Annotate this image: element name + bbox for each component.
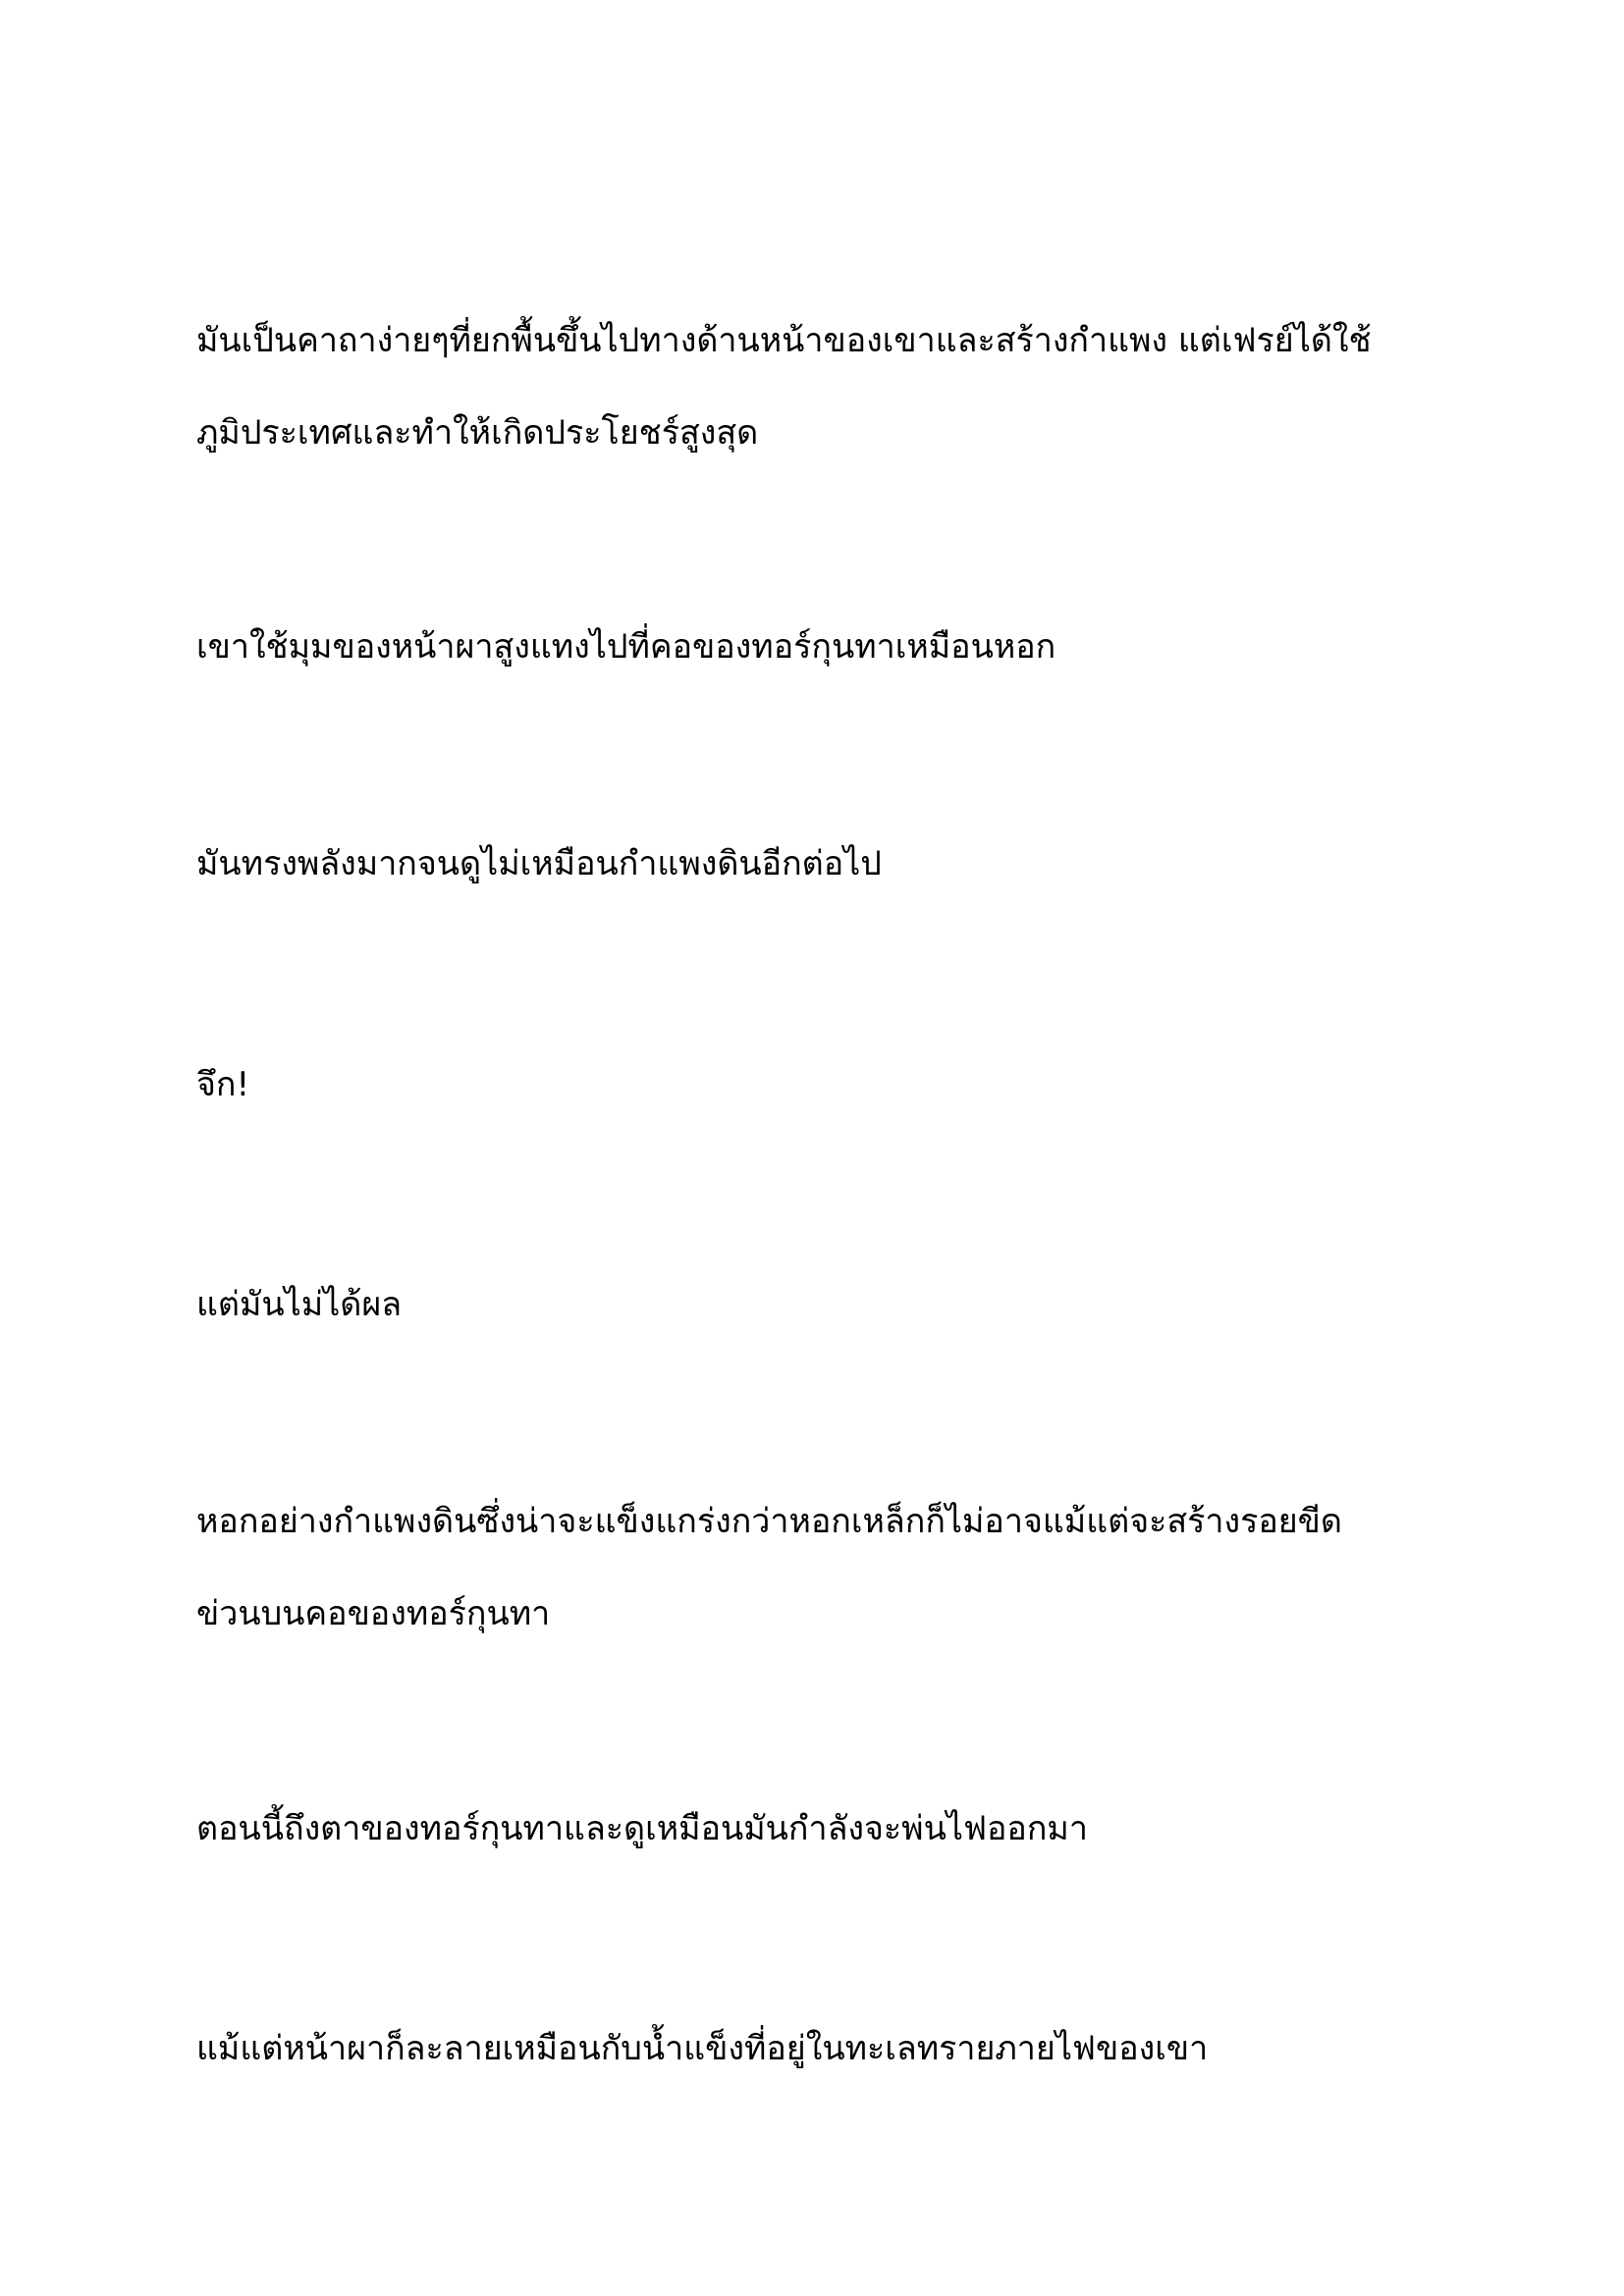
- paragraph-line: แม้แต่หน้าผาก็ละลายเหมือนกับน้ำแข็งที่อยู่ในทะเลทรายภายไฟของเขา: [196, 2029, 1209, 2068]
- paragraph-2: [196, 601, 1463, 693]
- paragraph-5: [196, 1258, 1463, 1351]
- paragraph-line: แต่มันไม่ได้ผล: [196, 1285, 403, 1324]
- paragraph-8: [196, 2002, 1463, 2095]
- paragraph-3: [196, 818, 1463, 910]
- paragraph-line: เขาใช้มุมของหน้าผาสูงแทงไปที่คอของทอร์กุนทาเหมือนหอก: [196, 627, 1056, 667]
- paragraph-line: หอกอย่างกำแพงดินซึ่งน่าจะแข็งแกร่งกว่าหอกเหล็กก็ไม่อาจแม้แต่จะสร้างรอยขีด: [196, 1502, 1343, 1541]
- paragraph-line: ภูมิประเทศและทำให้เกิดประโยชร์สูงสุด: [196, 413, 759, 453]
- paragraph-7: [196, 1783, 1463, 1875]
- paragraph-4: [196, 1039, 1463, 1131]
- paragraph-line: ข่วนบนคอของทอร์กุนทา: [196, 1594, 551, 1633]
- paragraph-line: มันเป็นคาถาง่ายๆที่ยกพื้นขึ้นไปทางด้านหน้าของเขาและสร้างกำแพง แต่เฟรย์ได้ใช้: [196, 321, 1372, 360]
- paragraph-1: [196, 294, 1463, 479]
- paragraph-line: ตอนนี้ถึงตาของทอร์กุนทาและดูเหมือนมันกำลังจะพ่นไฟออกมา: [196, 1809, 1088, 1848]
- paragraph-line: จึก!: [196, 1065, 250, 1104]
- paragraph-6: [196, 1475, 1463, 1660]
- paragraph-line: มันทรงพลังมากจนดูไม่เหมือนกำแพงดินอีกต่อไป: [196, 844, 882, 883]
